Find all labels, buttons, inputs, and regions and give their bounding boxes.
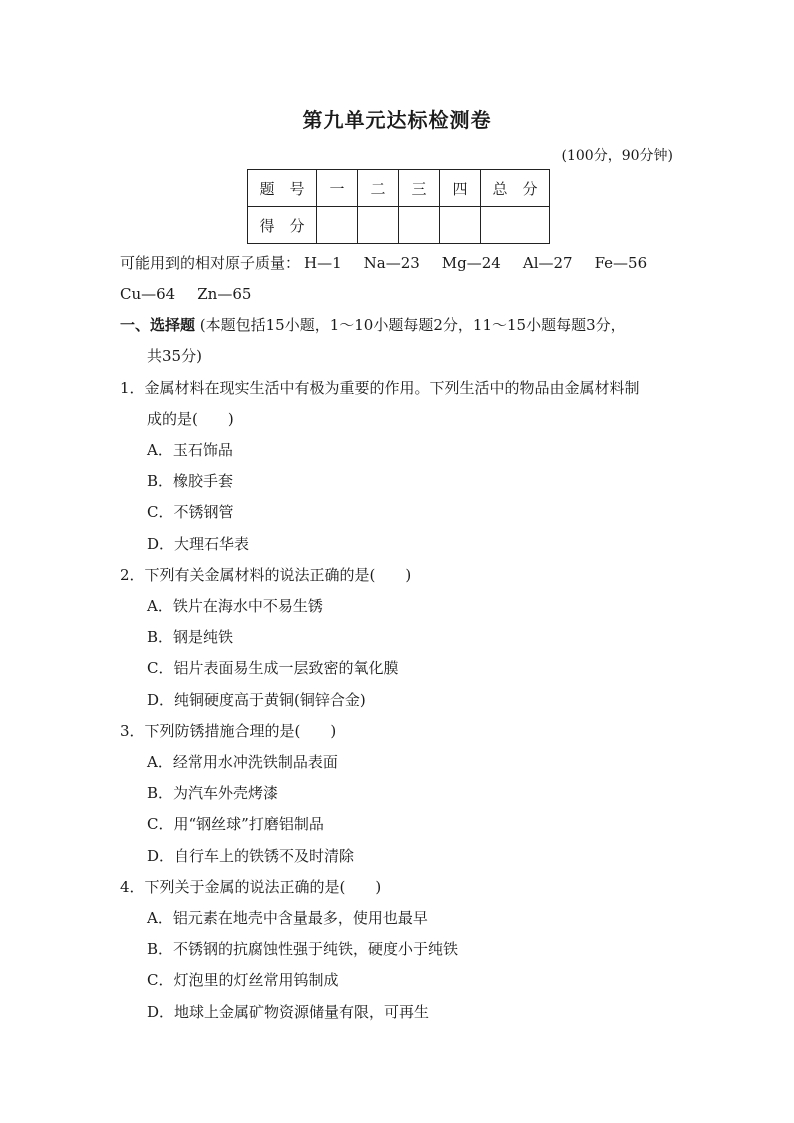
question-3-option-c: C．用“钢丝球”打磨铝制品 xyxy=(147,815,324,833)
section-1-heading: 一、选择题 xyxy=(120,316,196,334)
score-header-1: 一 xyxy=(317,170,358,207)
question-3-option-b: B．为汽车外壳烤漆 xyxy=(147,784,279,802)
score-cell-4 xyxy=(440,207,481,244)
section-1-desc-2: 共35分) xyxy=(147,347,202,365)
score-cell-total xyxy=(481,207,550,244)
question-4-option-a: A．铝元素在地壳中含量最多，使用也最早 xyxy=(147,909,428,927)
question-2-option-b: B．钢是纯铁 xyxy=(147,628,234,646)
question-4-option-b: B．不锈钢的抗腐蚀性强于纯铁，硬度小于纯铁 xyxy=(147,940,459,958)
score-cell-1 xyxy=(317,207,358,244)
atomic-mass-zn: Zn—65 xyxy=(197,285,252,303)
atomic-mass-cu: Cu—64 xyxy=(120,285,176,303)
question-1-option-c: C．不锈钢管 xyxy=(147,503,234,521)
atomic-masses-line-2 xyxy=(120,284,273,304)
score-table-score-row xyxy=(248,207,550,244)
score-cell-2 xyxy=(358,207,399,244)
score-header-3: 三 xyxy=(399,170,440,207)
score-header-2: 二 xyxy=(358,170,399,207)
score-header-total: 总 分 xyxy=(481,170,550,207)
section-1-heading-line xyxy=(120,315,626,335)
question-1-stem-2: 成的是( ) xyxy=(147,410,234,428)
score-header-4: 四 xyxy=(440,170,481,207)
atomic-mass-al: Al—27 xyxy=(522,254,573,272)
score-time-note: (100分，90分钟) xyxy=(561,148,673,164)
atomic-masses-label: 可能用到的相对原子质量： xyxy=(120,254,301,272)
score-row-label: 得 分 xyxy=(248,207,317,244)
question-3-option-a: A．经常用水冲洗铁制品表面 xyxy=(147,753,338,771)
question-4-stem: 4．下列关于金属的说法正确的是( ) xyxy=(120,878,382,896)
question-1-option-b: B．橡胶手套 xyxy=(147,472,234,490)
question-4-option-c: C．灯泡里的灯丝常用钨制成 xyxy=(147,971,339,989)
exam-title: 第九单元达标检测卷 xyxy=(302,108,492,132)
question-3-option-d: D．自行车上的铁锈不及时清除 xyxy=(147,847,355,865)
atomic-mass-h: H—1 xyxy=(304,254,342,272)
score-table-header-row xyxy=(248,170,550,207)
question-2-stem: 2．下列有关金属材料的说法正确的是( ) xyxy=(120,566,412,584)
score-table xyxy=(247,169,550,244)
score-header-label: 题 号 xyxy=(248,170,317,207)
question-2-option-a: A．铁片在海水中不易生锈 xyxy=(147,597,323,615)
question-1-option-d: D．大理石华表 xyxy=(147,535,250,553)
question-1-option-a: A．玉石饰品 xyxy=(147,441,233,459)
question-4-option-d: D．地球上金属矿物资源储量有限，可再生 xyxy=(147,1003,430,1021)
question-1-stem: 1．金属材料在现实生活中有极为重要的作用。下列生活中的物品由金属材料制 xyxy=(120,379,640,397)
atomic-mass-na: Na—23 xyxy=(363,254,420,272)
atomic-mass-fe: Fe—56 xyxy=(594,254,648,272)
atomic-mass-mg: Mg—24 xyxy=(441,254,501,272)
question-3-stem: 3．下列防锈措施合理的是( ) xyxy=(120,722,337,740)
question-2-option-c: C．铝片表面易生成一层致密的氧化膜 xyxy=(147,659,399,677)
question-2-option-d: D．纯铜硬度高于黄铜(铜锌合金) xyxy=(147,691,366,709)
score-cell-3 xyxy=(399,207,440,244)
section-1-desc: (本题包括15小题，1～10小题每题2分，11～15小题每题3分， xyxy=(195,316,626,334)
atomic-masses-line xyxy=(120,253,647,273)
